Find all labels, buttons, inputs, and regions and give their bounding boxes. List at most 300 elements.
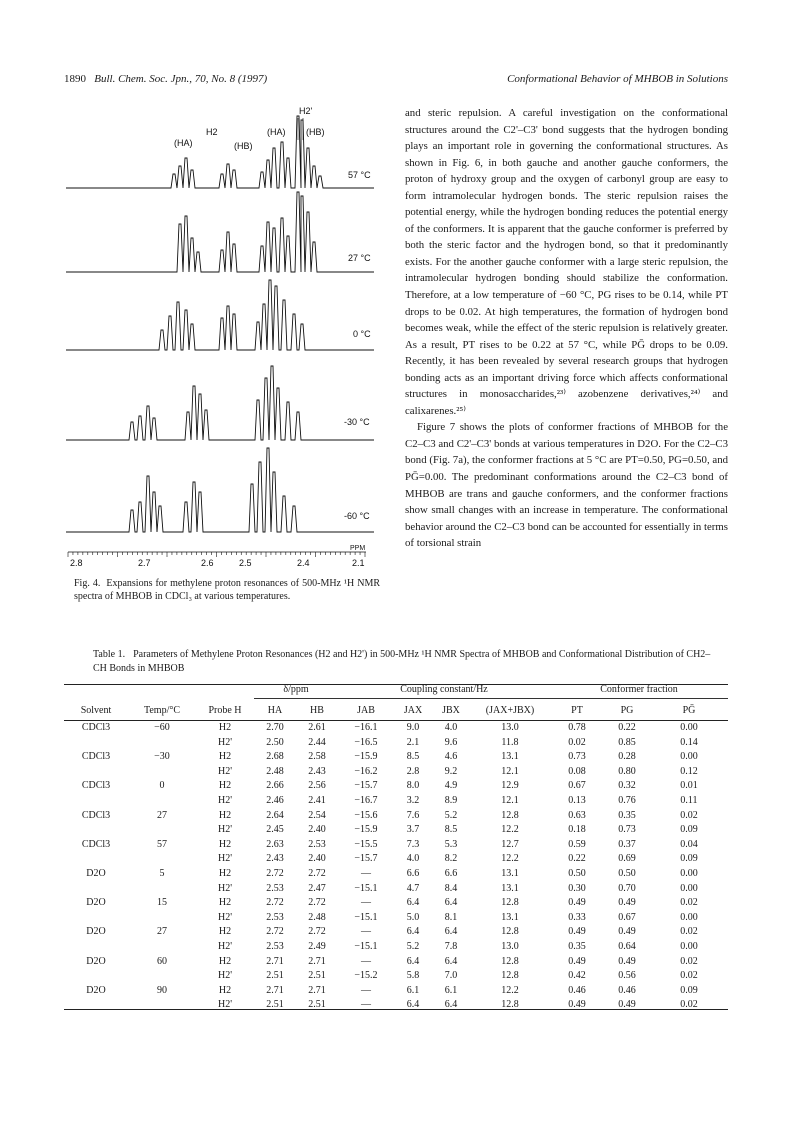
temp-label-57: 57 °C <box>348 170 371 180</box>
table-cell: 2.68 <box>266 751 284 763</box>
table-cell: 5.2 <box>444 809 458 821</box>
table-cell: 0.67 <box>568 780 586 792</box>
table-cell: 12.7 <box>501 838 519 850</box>
table-cell: 0.35 <box>568 940 586 952</box>
nmr-trace <box>66 448 374 532</box>
table-cell: 2.8 <box>406 765 420 777</box>
table-cell: 2.58 <box>308 751 326 763</box>
table-row <box>64 940 728 955</box>
table-cell: D2O <box>86 897 106 909</box>
table-cell: 0.00 <box>680 911 698 923</box>
table-cell: 12.8 <box>501 809 519 821</box>
table-cell: 13.0 <box>501 940 519 952</box>
table-row <box>64 750 728 765</box>
table-cell: 90 <box>157 984 167 996</box>
table-cell: H2 <box>218 809 232 821</box>
table-cell: CDCl3 <box>81 722 111 733</box>
table-cell: 0 <box>159 780 165 792</box>
table-cell: H2 <box>218 984 232 996</box>
table-cell <box>64 794 128 809</box>
table-cell: 12.2 <box>501 824 519 836</box>
table-cell: 2.72 <box>308 926 326 938</box>
table-caption <box>93 648 723 676</box>
table-cell: 2.41 <box>308 794 326 806</box>
peak-label-ha-left: (HA) <box>174 138 193 148</box>
table-cell: 5.3 <box>444 838 458 850</box>
table-cell: 5.0 <box>406 911 420 923</box>
table-cell: 0.64 <box>618 940 636 952</box>
table-cell: 0.63 <box>568 809 586 821</box>
table-cell: 57 <box>157 838 167 850</box>
table-cell: 12.8 <box>501 999 519 1011</box>
table-cell: 0.18 <box>568 824 586 836</box>
table-cell: 0.49 <box>618 897 636 909</box>
table-cell: H2' <box>217 824 233 836</box>
table-cell: 0.02 <box>680 809 698 821</box>
table-cell: — <box>361 984 371 996</box>
table-cell: — <box>361 897 371 909</box>
table-cell: 2.63 <box>266 838 284 850</box>
column-header: HB <box>296 702 338 721</box>
table-cell <box>128 998 196 1013</box>
table-cell: 0.02 <box>680 970 698 982</box>
table-cell: −15.9 <box>354 751 378 763</box>
table-cell <box>128 765 196 780</box>
table-cell: 2.53 <box>266 940 284 952</box>
table-cell: H2 <box>218 780 232 792</box>
table-cell: 0.14 <box>680 736 698 748</box>
table-row <box>64 765 728 780</box>
table-cell: 2.51 <box>266 999 284 1011</box>
table-cell: 0.01 <box>680 780 698 792</box>
table-cell: 9.6 <box>444 736 458 748</box>
table-cell: 2.43 <box>308 765 326 777</box>
table-cell: 12.2 <box>501 984 519 996</box>
table-cell: 6.1 <box>406 984 420 996</box>
table-cell: 27 <box>157 926 167 938</box>
table-cell: 9.2 <box>444 765 458 777</box>
table-row <box>64 998 728 1013</box>
table-row <box>64 925 728 940</box>
table-cell: 4.9 <box>444 780 458 792</box>
table-cell: H2 <box>218 926 232 938</box>
table-cell: 0.49 <box>618 999 636 1011</box>
table-row <box>64 794 728 809</box>
column-header: PT <box>550 702 604 721</box>
table-row <box>64 955 728 970</box>
table-cell: D2O <box>86 955 106 967</box>
table-cell: 2.71 <box>266 955 284 967</box>
table-cell: 2.72 <box>308 867 326 879</box>
axis-tick-2.7: 2.7 <box>138 558 151 568</box>
table-cell: 2.40 <box>308 824 326 836</box>
peak-label-hb-left: (HB) <box>234 141 253 151</box>
running-title: Conformational Behavior of MHBOB in Solutions <box>507 73 728 85</box>
table-cell: 0.32 <box>618 780 636 792</box>
table-cell: 0.02 <box>680 955 698 967</box>
table-cell: 0.42 <box>568 970 586 982</box>
table-cell: 2.54 <box>308 809 326 821</box>
table-cell <box>128 852 196 867</box>
table-cell: 2.71 <box>308 955 326 967</box>
table-cell: −15.7 <box>354 780 378 792</box>
peak-label-hb-right: (HB) <box>306 127 325 137</box>
temp-label-minus60: -60 °C <box>344 511 370 521</box>
table-cell: −16.2 <box>354 765 378 777</box>
table-cell <box>64 882 128 897</box>
table-cell: 6.4 <box>444 999 458 1011</box>
table-cell: 2.72 <box>266 926 284 938</box>
table-cell: 0.28 <box>618 751 636 763</box>
body-paragraph-1: and steric repulsion. A careful investigation on the conformational structures around the C2'–C3' bond suggests that the hydrogen bonding plays an important role in governing the conformational structures. As shown in Fig. 6, in both gauche and another gauche conformers, the proton of hydroxy group and the oxygen of carbonyl group are easy to form intramolecular hydrogen bonds. The steric repulsion raises the potential energy, while the hydrogen bonding reduces the potential energy of the conformers. It is apparent that the gauche conformer is preferred by both the steric factor and the hydrogen bond, so that it predominantly exists. For the another gauche conformer with a large steric repulsion, the intramolecular hydrogen bonding should stabilize the conformation. Therefore, at a low temperature of −60 °C, PG rises to be 0.14, while PT drops to be 0.02. At high temperatures, the formation of hydrogen bond becomes weak, while the effect of the steric repulsion is relatively greater. As a result, PT rises to be 0.22 at 57 °C, while PḠ drops to be 0.09. Recently, it has been revealed by several research groups that hydrogen bonding acts as an important driving force which affects conformational structures in monosaccharides,²³⁾ azobenzene derivatives,²⁴⁾ and calixarenes.²⁵⁾ <box>405 107 728 417</box>
table-cell: 0.49 <box>568 926 586 938</box>
table-cell: 5.2 <box>406 940 420 952</box>
table-cell: H2' <box>217 794 233 806</box>
table-cell: 2.51 <box>266 970 284 982</box>
axis-tick-2.6: 2.6 <box>201 558 214 568</box>
table-cell: 0.22 <box>618 722 636 733</box>
table-cell: 0.12 <box>680 765 698 777</box>
table-cell <box>128 969 196 984</box>
table-cell: −30 <box>154 751 170 763</box>
table-cell: H2' <box>217 736 233 748</box>
table-cell: 13.1 <box>501 867 519 879</box>
table-cell: 12.8 <box>501 897 519 909</box>
table-cell: 2.46 <box>266 794 284 806</box>
table-cell <box>64 823 128 838</box>
table-cell: 5 <box>159 867 165 879</box>
table-cell: 0.37 <box>618 838 636 850</box>
table-cell: −15.1 <box>354 882 378 894</box>
table-cell: D2O <box>86 984 106 996</box>
table-cell: 0.49 <box>568 999 586 1011</box>
table-cell: 0.67 <box>618 911 636 923</box>
table-cell: 7.0 <box>444 970 458 982</box>
table-cell: H2' <box>217 765 233 777</box>
nmr-trace <box>66 192 374 272</box>
table-cell: 12.2 <box>501 853 519 865</box>
peak-label-h2-prime: H2' <box>299 106 313 116</box>
table-cell: 4.7 <box>406 882 420 894</box>
table-cell: 11.8 <box>501 736 519 748</box>
table-cell: 8.0 <box>406 780 420 792</box>
table-cell: 12.8 <box>501 926 519 938</box>
table-cell: 2.72 <box>266 867 284 879</box>
table-cell: 0.50 <box>568 867 586 879</box>
table-cell: 12.1 <box>501 794 519 806</box>
table-cell: H2 <box>218 897 232 909</box>
table-cell: 2.71 <box>266 984 284 996</box>
table-cell: 2.40 <box>308 853 326 865</box>
table-row <box>64 736 728 751</box>
table-cell: 2.48 <box>266 765 284 777</box>
table-cell: 4.0 <box>444 722 458 733</box>
column-header: PG <box>604 702 650 721</box>
column-header: HA <box>254 702 296 721</box>
table-cell: 2.1 <box>406 736 420 748</box>
column-header: Solvent <box>64 702 128 721</box>
table-cell: CDCl3 <box>81 809 111 821</box>
table-row <box>64 969 728 984</box>
table-cell: H2' <box>217 940 233 952</box>
table-cell: D2O <box>86 926 106 938</box>
figure-caption-text: Expansions for methylene proton resonances of 500-MHz ¹H NMR spectra of MHBOB in CDCl₃ at various temperatures. <box>74 578 381 602</box>
column-header: JBX <box>432 702 470 721</box>
table-cell: 0.09 <box>680 853 698 865</box>
table-cell: 0.13 <box>568 794 586 806</box>
table-row <box>64 721 728 736</box>
table-cell: 13.0 <box>501 722 519 733</box>
table-cell: 0.56 <box>618 970 636 982</box>
table-cell: 6.1 <box>444 984 458 996</box>
table-cell: 0.46 <box>568 984 586 996</box>
table-cell: −15.9 <box>354 824 378 836</box>
figure-caption <box>74 578 380 603</box>
table-cell: 0.04 <box>680 838 698 850</box>
table-cell: 0.73 <box>568 751 586 763</box>
peak-label-h2: H2 <box>206 127 218 137</box>
table-cell: 0.73 <box>618 824 636 836</box>
table-cell: H2 <box>218 838 232 850</box>
table-cell: H2' <box>217 882 233 894</box>
table-cell <box>64 765 128 780</box>
table-cell: 2.50 <box>266 736 284 748</box>
table-cell: −60 <box>154 722 170 733</box>
axis-tick-2.5: 2.5 <box>239 558 252 568</box>
group-header-coupling: Coupling constant/Hz <box>338 680 550 702</box>
table-row <box>64 984 728 999</box>
axis-unit: PPM <box>350 545 366 552</box>
column-header: Temp/°C <box>128 702 196 721</box>
table-cell <box>64 736 128 751</box>
temp-label-minus30: -30 °C <box>344 417 370 427</box>
nmr-trace <box>66 280 374 350</box>
table-cell: H2' <box>217 853 233 865</box>
table-cell: 13.1 <box>501 882 519 894</box>
table-cell: H2' <box>217 911 233 923</box>
table-cell: — <box>361 999 371 1011</box>
table-cell: 8.9 <box>444 794 458 806</box>
table-cell: 7.6 <box>406 809 420 821</box>
table-cell: 7.8 <box>444 940 458 952</box>
table-cell: CDCl3 <box>81 780 111 792</box>
column-header: JAX <box>394 702 432 721</box>
table-cell: 0.00 <box>680 751 698 763</box>
table-row <box>64 823 728 838</box>
table-cell: 13.1 <box>501 911 519 923</box>
column-header: PḠ <box>650 702 728 721</box>
group-header-delta: δ/ppm <box>254 680 338 702</box>
table-cell: H2 <box>218 867 232 879</box>
table-cell: 0.08 <box>568 765 586 777</box>
table-cell: 0.00 <box>680 940 698 952</box>
table-cell: −15.5 <box>354 838 378 850</box>
table-cell: 3.2 <box>406 794 420 806</box>
table-cell: 2.43 <box>266 853 284 865</box>
table-cell: 0.02 <box>568 736 586 748</box>
table-cell: 0.49 <box>568 897 586 909</box>
table-cell <box>128 823 196 838</box>
temp-label-27: 27 °C <box>348 253 371 263</box>
table-cell: 8.1 <box>444 911 458 923</box>
table-cell: 5.8 <box>406 970 420 982</box>
table-cell: 9.0 <box>406 722 420 733</box>
table-cell: 0.00 <box>680 722 698 733</box>
table-cell: H2 <box>218 722 232 733</box>
table-cell: 3.7 <box>406 824 420 836</box>
table-cell: — <box>361 955 371 967</box>
table-group-header-row <box>64 680 728 702</box>
table-cell <box>64 911 128 926</box>
table-cell: 12.1 <box>501 765 519 777</box>
nmr-trace <box>66 366 374 440</box>
column-header: JAB <box>338 702 394 721</box>
table-cell: 0.00 <box>680 882 698 894</box>
table-cell: 0.78 <box>568 722 586 733</box>
table-column-header-row <box>64 702 728 721</box>
table-cell: −15.2 <box>354 970 378 982</box>
table-cell: 6.6 <box>406 867 420 879</box>
table-cell: 0.50 <box>618 867 636 879</box>
table-cell: H2 <box>218 955 232 967</box>
nmr-trace <box>66 116 374 188</box>
table-cell: 0.69 <box>618 853 636 865</box>
table-cell: 0.35 <box>618 809 636 821</box>
table-cell: −15.1 <box>354 940 378 952</box>
table-cell: 6.4 <box>444 897 458 909</box>
table-row <box>64 779 728 794</box>
table-cell <box>64 852 128 867</box>
table-cell: 2.47 <box>308 882 326 894</box>
table-cell: 6.4 <box>406 999 420 1011</box>
table-cell: 7.3 <box>406 838 420 850</box>
table-cell: 12.9 <box>501 780 519 792</box>
figure-caption-label: Fig. 4. <box>74 578 101 589</box>
table-cell: D2O <box>86 867 106 879</box>
table-cell: 0.49 <box>618 926 636 938</box>
table-cell: 0.00 <box>680 867 698 879</box>
table-cell <box>64 998 128 1013</box>
table-cell: −16.1 <box>354 722 378 733</box>
table-cell: 0.33 <box>568 911 586 923</box>
table-cell: 0.09 <box>680 824 698 836</box>
table-cell: 6.4 <box>406 897 420 909</box>
page-number: 1890 <box>64 73 86 85</box>
table-cell: 2.72 <box>308 897 326 909</box>
table-cell: H2' <box>217 999 233 1011</box>
column-header: Probe H <box>196 702 254 721</box>
temp-label-0: 0 °C <box>353 329 371 339</box>
table-cell: 6.4 <box>444 955 458 967</box>
table-cell <box>128 794 196 809</box>
peak-label-ha-right: (HA) <box>267 127 286 137</box>
axis-tick-2.1: 2.1 <box>352 558 365 568</box>
nmr-spectra-figure <box>62 100 380 578</box>
table-cell: 0.59 <box>568 838 586 850</box>
table-cell: 2.45 <box>266 824 284 836</box>
table-cell <box>128 882 196 897</box>
table-cell: 0.11 <box>680 794 698 806</box>
table-cell: 2.51 <box>308 999 326 1011</box>
table-cell: 2.61 <box>308 722 326 733</box>
table-cell: 2.44 <box>308 736 326 748</box>
table-cell: 2.49 <box>308 940 326 952</box>
table-cell: 0.49 <box>618 955 636 967</box>
table-cell: 0.46 <box>618 984 636 996</box>
table-cell: 12.8 <box>501 970 519 982</box>
table-cell: 0.80 <box>618 765 636 777</box>
table-cell: 0.76 <box>618 794 636 806</box>
column-header: (JAX+JBX) <box>470 702 550 721</box>
table-cell: 0.70 <box>618 882 636 894</box>
table-cell: −16.7 <box>354 794 378 806</box>
table-cell: −15.7 <box>354 853 378 865</box>
table-cell: 60 <box>157 955 167 967</box>
table-cell: −15.6 <box>354 809 378 821</box>
table-cell: 6.4 <box>406 926 420 938</box>
table-cell: 13.1 <box>501 751 519 763</box>
table-cell: 2.64 <box>266 809 284 821</box>
table-row <box>64 852 728 867</box>
table-cell: — <box>361 867 371 879</box>
table-bottom-rule <box>64 1009 728 1010</box>
table-cell: 6.4 <box>444 926 458 938</box>
table-cell: 2.66 <box>266 780 284 792</box>
table-cell <box>128 940 196 955</box>
table-row <box>64 882 728 897</box>
table-cell: CDCl3 <box>81 751 111 763</box>
table-body <box>64 721 728 1013</box>
table-cell: 8.2 <box>444 853 458 865</box>
table-cell: 0.02 <box>680 897 698 909</box>
table-cell: 8.5 <box>444 824 458 836</box>
table-cell: 6.6 <box>444 867 458 879</box>
table-cell: H2 <box>218 751 232 763</box>
table-caption-label: Table 1. <box>93 649 126 660</box>
running-header <box>64 73 728 85</box>
table-cell: 0.49 <box>568 955 586 967</box>
table-row <box>64 867 728 882</box>
table-cell: 0.85 <box>618 736 636 748</box>
table-cell: 4.0 <box>406 853 420 865</box>
table-cell: 2.72 <box>266 897 284 909</box>
body-text-column <box>405 105 728 552</box>
table-cell: 2.70 <box>266 722 284 733</box>
axis-tick-2.4: 2.4 <box>297 558 310 568</box>
table-cell: 0.02 <box>680 999 698 1011</box>
table-cell: 2.53 <box>266 882 284 894</box>
table-cell: 2.48 <box>308 911 326 923</box>
table-cell: 15 <box>157 897 167 909</box>
table-cell <box>128 736 196 751</box>
table-cell: — <box>361 926 371 938</box>
axis-tick-2.8: 2.8 <box>70 558 83 568</box>
table-cell <box>64 969 128 984</box>
table-row <box>64 809 728 824</box>
body-paragraph-2: Figure 7 shows the plots of conformer fractions of MHBOB for the C2–C3 and C2'–C3' bonds at various temperatures in D2O. For the C2–C3 bond (Fig. 7a), the conformer fractions at 5 °C are PT=0.50, PG=0.50, and PḠ=0.00. The predominant conformations around the C2–C3 bond of MHBOB are trans and gauche conformers, and the conformer fractions show small changes with an increase in temperature. The conformational behavior around the C2–C3 bond can be accounted for essentially in terms of torsional strain <box>405 421 728 550</box>
table-cell: 27 <box>157 809 167 821</box>
table-cell: 4.6 <box>444 751 458 763</box>
group-header-conformer: Conformer fraction <box>550 680 728 702</box>
table-cell: H2' <box>217 970 233 982</box>
table-cell: 8.5 <box>406 751 420 763</box>
table-cell: 2.71 <box>308 984 326 996</box>
table-cell: 0.02 <box>680 926 698 938</box>
table-cell <box>64 940 128 955</box>
data-table <box>64 680 728 1013</box>
table-row <box>64 838 728 853</box>
table-cell: 2.53 <box>266 911 284 923</box>
